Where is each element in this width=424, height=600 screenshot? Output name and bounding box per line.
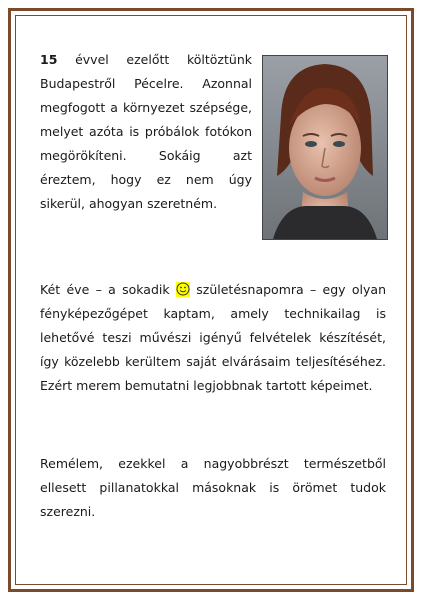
second-text-after: születésnapomra – egy olyan fényképezőgépet kaptam, amely technikailag is lehetővé teszi művészi igényű felvételek készítését, így közelebb kerültem saját elvárásaim teljesítéséhez. Ezért merem bemutatni legjobbnak tartott képeimet. bbox=[40, 282, 386, 393]
second-text-before: Két éve – a sokadik bbox=[40, 282, 170, 297]
smiley-icon bbox=[176, 282, 190, 296]
smiley-highlight bbox=[176, 282, 190, 297]
second-paragraph bbox=[40, 278, 386, 398]
closing-paragraph: Remélem, ezekkel a nagyobbrészt természetből ellesett pillanatokkal másoknak is örömet tudok szerezni. bbox=[40, 456, 386, 519]
intro-text: évvel ezelőtt költöztünk Budapestről Pécelre. Azonnal megfogott a környezet szépsége, melyet azóta is próbálok fotókon megörökíteni. Sokáig azt éreztem, hogy ez nem úgy sikerül, ahogyan szeretném. bbox=[40, 52, 252, 211]
intro-number: 15 bbox=[40, 52, 58, 67]
portrait-photo bbox=[262, 55, 388, 240]
intro-paragraph bbox=[40, 48, 252, 216]
